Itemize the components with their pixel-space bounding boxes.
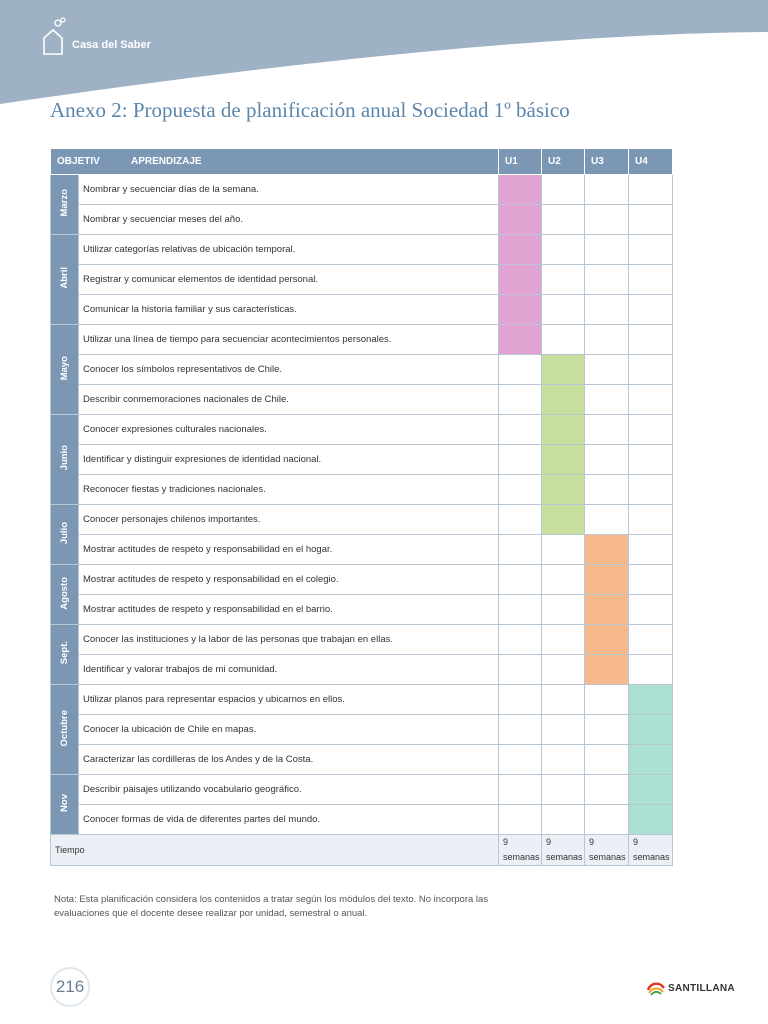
u1-cell bbox=[499, 445, 542, 475]
u3-cell bbox=[585, 355, 629, 385]
u2-cell bbox=[542, 745, 585, 775]
month-cell-mayo bbox=[51, 325, 79, 415]
table-row bbox=[51, 355, 673, 385]
u4-cell bbox=[629, 235, 673, 265]
col-objetiv: OBJETIV bbox=[57, 156, 100, 167]
u3-cell bbox=[585, 325, 629, 355]
u1-cell bbox=[499, 565, 542, 595]
brand-name: Casa del Saber bbox=[72, 39, 151, 51]
u3-cell bbox=[585, 655, 629, 685]
u4-cell bbox=[629, 535, 673, 565]
u2-cell bbox=[542, 445, 585, 475]
u4-cell bbox=[629, 685, 673, 715]
month-label: Sept. bbox=[59, 641, 70, 665]
u4-cell bbox=[629, 625, 673, 655]
aprendizaje-cell: Conocer personajes chilenos importantes. bbox=[79, 505, 499, 535]
u1-cell bbox=[499, 535, 542, 565]
u3-cell bbox=[585, 445, 629, 475]
col-u3: U3 bbox=[585, 149, 629, 175]
aprendizaje-cell: Conocer los símbolos representativos de Chile. bbox=[79, 355, 499, 385]
month-cell-agosto bbox=[51, 565, 79, 625]
planning-table bbox=[50, 148, 673, 866]
u2-cell bbox=[542, 715, 585, 745]
u4-cell bbox=[629, 475, 673, 505]
u2-duration bbox=[542, 835, 585, 866]
u2-cell bbox=[542, 295, 585, 325]
aprendizaje-cell: Utilizar planos para representar espacios y ubicarnos en ellos. bbox=[79, 685, 499, 715]
u4-cell bbox=[629, 175, 673, 205]
u2-cell bbox=[542, 265, 585, 295]
u2-cell bbox=[542, 775, 585, 805]
u2-cell bbox=[542, 625, 585, 655]
u3-cell bbox=[585, 685, 629, 715]
u3-cell bbox=[585, 775, 629, 805]
weeks-label: semanas bbox=[503, 852, 540, 862]
u4-cell bbox=[629, 205, 673, 235]
table-row bbox=[51, 235, 673, 265]
aprendizaje-cell: Caracterizar las cordilleras de los Andes y de la Costa. bbox=[79, 745, 499, 775]
u2-cell bbox=[542, 565, 585, 595]
u1-cell bbox=[499, 655, 542, 685]
table-row bbox=[51, 475, 673, 505]
aprendizaje-cell: Conocer expresiones culturales nacionales. bbox=[79, 415, 499, 445]
u2-cell bbox=[542, 475, 585, 505]
u1-cell bbox=[499, 685, 542, 715]
tiempo-label: Tiempo bbox=[51, 835, 499, 866]
aprendizaje-cell: Utilizar una línea de tiempo para secuenciar acontecimientos personales. bbox=[79, 325, 499, 355]
u4-cell bbox=[629, 295, 673, 325]
u1-cell bbox=[499, 415, 542, 445]
month-label: Nov bbox=[59, 794, 70, 812]
weeks-number: 9 bbox=[589, 837, 595, 847]
aprendizaje-cell: Registrar y comunicar elementos de identidad personal. bbox=[79, 265, 499, 295]
u1-cell bbox=[499, 385, 542, 415]
weeks-label: semanas bbox=[589, 852, 626, 862]
u4-cell bbox=[629, 715, 673, 745]
tiempo-row bbox=[51, 835, 673, 866]
u4-cell bbox=[629, 325, 673, 355]
u1-cell bbox=[499, 775, 542, 805]
u1-cell bbox=[499, 205, 542, 235]
col-u4: U4 bbox=[629, 149, 673, 175]
aprendizaje-cell: Identificar y distinguir expresiones de identidad nacional. bbox=[79, 445, 499, 475]
table-row bbox=[51, 715, 673, 745]
u1-cell bbox=[499, 475, 542, 505]
u1-cell bbox=[499, 355, 542, 385]
u3-cell bbox=[585, 565, 629, 595]
table-row bbox=[51, 625, 673, 655]
table-row bbox=[51, 595, 673, 625]
u2-cell bbox=[542, 685, 585, 715]
u2-cell bbox=[542, 805, 585, 835]
u4-cell bbox=[629, 655, 673, 685]
u2-cell bbox=[542, 595, 585, 625]
table-header-row bbox=[51, 149, 673, 175]
u3-cell bbox=[585, 205, 629, 235]
month-label: Agosto bbox=[59, 576, 70, 610]
u1-cell bbox=[499, 745, 542, 775]
table-row bbox=[51, 805, 673, 835]
u2-cell bbox=[542, 505, 585, 535]
col-u1: U1 bbox=[499, 149, 542, 175]
u1-cell bbox=[499, 625, 542, 655]
aprendizaje-cell: Mostrar actitudes de respeto y responsabilidad en el barrio. bbox=[79, 595, 499, 625]
table-row bbox=[51, 295, 673, 325]
aprendizaje-cell: Describir paisajes utilizando vocabulario geográfico. bbox=[79, 775, 499, 805]
month-label: Marzo bbox=[59, 189, 70, 217]
u4-cell bbox=[629, 565, 673, 595]
month-cell-junio bbox=[51, 415, 79, 505]
u4-cell bbox=[629, 355, 673, 385]
month-cell-marzo bbox=[51, 175, 79, 235]
table-row bbox=[51, 775, 673, 805]
u3-duration bbox=[585, 835, 629, 866]
u1-cell bbox=[499, 805, 542, 835]
table-row bbox=[51, 325, 673, 355]
u2-cell bbox=[542, 535, 585, 565]
aprendizaje-cell: Mostrar actitudes de respeto y responsabilidad en el colegio. bbox=[79, 565, 499, 595]
table-row bbox=[51, 265, 673, 295]
aprendizaje-cell: Comunicar la historia familiar y sus características. bbox=[79, 295, 499, 325]
month-cell-octubre bbox=[51, 685, 79, 775]
table-row bbox=[51, 415, 673, 445]
u3-cell bbox=[585, 175, 629, 205]
u1-duration bbox=[499, 835, 542, 866]
u1-cell bbox=[499, 295, 542, 325]
month-cell-julio bbox=[51, 505, 79, 565]
u2-cell bbox=[542, 205, 585, 235]
aprendizaje-cell: Conocer las instituciones y la labor de las personas que trabajan en ellas. bbox=[79, 625, 499, 655]
aprendizaje-cell: Nombrar y secuenciar meses del año. bbox=[79, 205, 499, 235]
weeks-label: semanas bbox=[633, 852, 670, 862]
u3-cell bbox=[585, 535, 629, 565]
aprendizaje-cell: Utilizar categorías relativas de ubicación temporal. bbox=[79, 235, 499, 265]
house-logo-icon bbox=[42, 16, 68, 56]
col-u2: U2 bbox=[542, 149, 585, 175]
u3-cell bbox=[585, 595, 629, 625]
u3-cell bbox=[585, 625, 629, 655]
u3-cell bbox=[585, 475, 629, 505]
u2-cell bbox=[542, 415, 585, 445]
u3-cell bbox=[585, 385, 629, 415]
month-label: Junio bbox=[59, 445, 70, 471]
u4-cell bbox=[629, 415, 673, 445]
u4-cell bbox=[629, 745, 673, 775]
u3-cell bbox=[585, 265, 629, 295]
table-row bbox=[51, 385, 673, 415]
month-cell-nov bbox=[51, 775, 79, 835]
u4-cell bbox=[629, 595, 673, 625]
aprendizaje-cell: Describir conmemoraciones nacionales de Chile. bbox=[79, 385, 499, 415]
aprendizaje-cell: Reconocer fiestas y tradiciones nacionales. bbox=[79, 475, 499, 505]
u3-cell bbox=[585, 415, 629, 445]
u2-cell bbox=[542, 355, 585, 385]
table-row bbox=[51, 745, 673, 775]
month-label: Abril bbox=[59, 267, 70, 289]
u3-cell bbox=[585, 745, 629, 775]
month-label: Julio bbox=[59, 521, 70, 545]
u4-duration bbox=[629, 835, 673, 866]
table-row bbox=[51, 505, 673, 535]
weeks-number: 9 bbox=[546, 837, 552, 847]
u4-cell bbox=[629, 805, 673, 835]
footnote: Nota: Esta planificación considera los contenidos a tratar según los módulos del texto. No incorpora las evaluaciones que el docente desee realizar por unidad, semestral o anual. bbox=[54, 894, 489, 919]
u4-cell bbox=[629, 775, 673, 805]
table-row bbox=[51, 205, 673, 235]
aprendizaje-cell: Identificar y valorar trabajos de mi comunidad. bbox=[79, 655, 499, 685]
month-label: Octubre bbox=[59, 709, 70, 747]
santillana-logo-icon bbox=[646, 980, 666, 996]
u3-cell bbox=[585, 505, 629, 535]
u3-cell bbox=[585, 805, 629, 835]
table-row bbox=[51, 175, 673, 205]
table-row bbox=[51, 535, 673, 565]
u3-cell bbox=[585, 715, 629, 745]
u4-cell bbox=[629, 505, 673, 535]
page-number: 216 bbox=[50, 967, 90, 1007]
brand-logo bbox=[42, 16, 151, 56]
table-row bbox=[51, 655, 673, 685]
u1-cell bbox=[499, 595, 542, 625]
month-label: Mayo bbox=[59, 355, 70, 381]
u4-cell bbox=[629, 265, 673, 295]
u1-cell bbox=[499, 325, 542, 355]
u2-cell bbox=[542, 235, 585, 265]
weeks-number: 9 bbox=[503, 837, 509, 847]
u3-cell bbox=[585, 235, 629, 265]
u2-cell bbox=[542, 655, 585, 685]
page-title: Anexo 2: Propuesta de planificación anual Sociedad 1º básico bbox=[50, 98, 570, 122]
col-aprendizaje: APRENDIZAJE bbox=[131, 156, 202, 167]
u2-cell bbox=[542, 175, 585, 205]
aprendizaje-cell: Conocer formas de vida de diferentes partes del mundo. bbox=[79, 805, 499, 835]
publisher-logo bbox=[646, 980, 735, 996]
month-cell-abril bbox=[51, 235, 79, 325]
u1-cell bbox=[499, 265, 542, 295]
aprendizaje-cell: Conocer la ubicación de Chile en mapas. bbox=[79, 715, 499, 745]
weeks-label: semanas bbox=[546, 852, 583, 862]
u1-cell bbox=[499, 715, 542, 745]
u1-cell bbox=[499, 505, 542, 535]
weeks-number: 9 bbox=[633, 837, 639, 847]
publisher-name: SANTILLANA bbox=[668, 982, 735, 994]
u2-cell bbox=[542, 325, 585, 355]
u4-cell bbox=[629, 445, 673, 475]
u1-cell bbox=[499, 175, 542, 205]
table-row bbox=[51, 445, 673, 475]
u3-cell bbox=[585, 295, 629, 325]
table-row bbox=[51, 685, 673, 715]
header-objetiv-aprendizaje bbox=[51, 149, 499, 175]
table-row bbox=[51, 565, 673, 595]
aprendizaje-cell: Nombrar y secuenciar días de la semana. bbox=[79, 175, 499, 205]
u2-cell bbox=[542, 385, 585, 415]
u4-cell bbox=[629, 385, 673, 415]
aprendizaje-cell: Mostrar actitudes de respeto y responsabilidad en el hogar. bbox=[79, 535, 499, 565]
u1-cell bbox=[499, 235, 542, 265]
month-cell-sept bbox=[51, 625, 79, 685]
